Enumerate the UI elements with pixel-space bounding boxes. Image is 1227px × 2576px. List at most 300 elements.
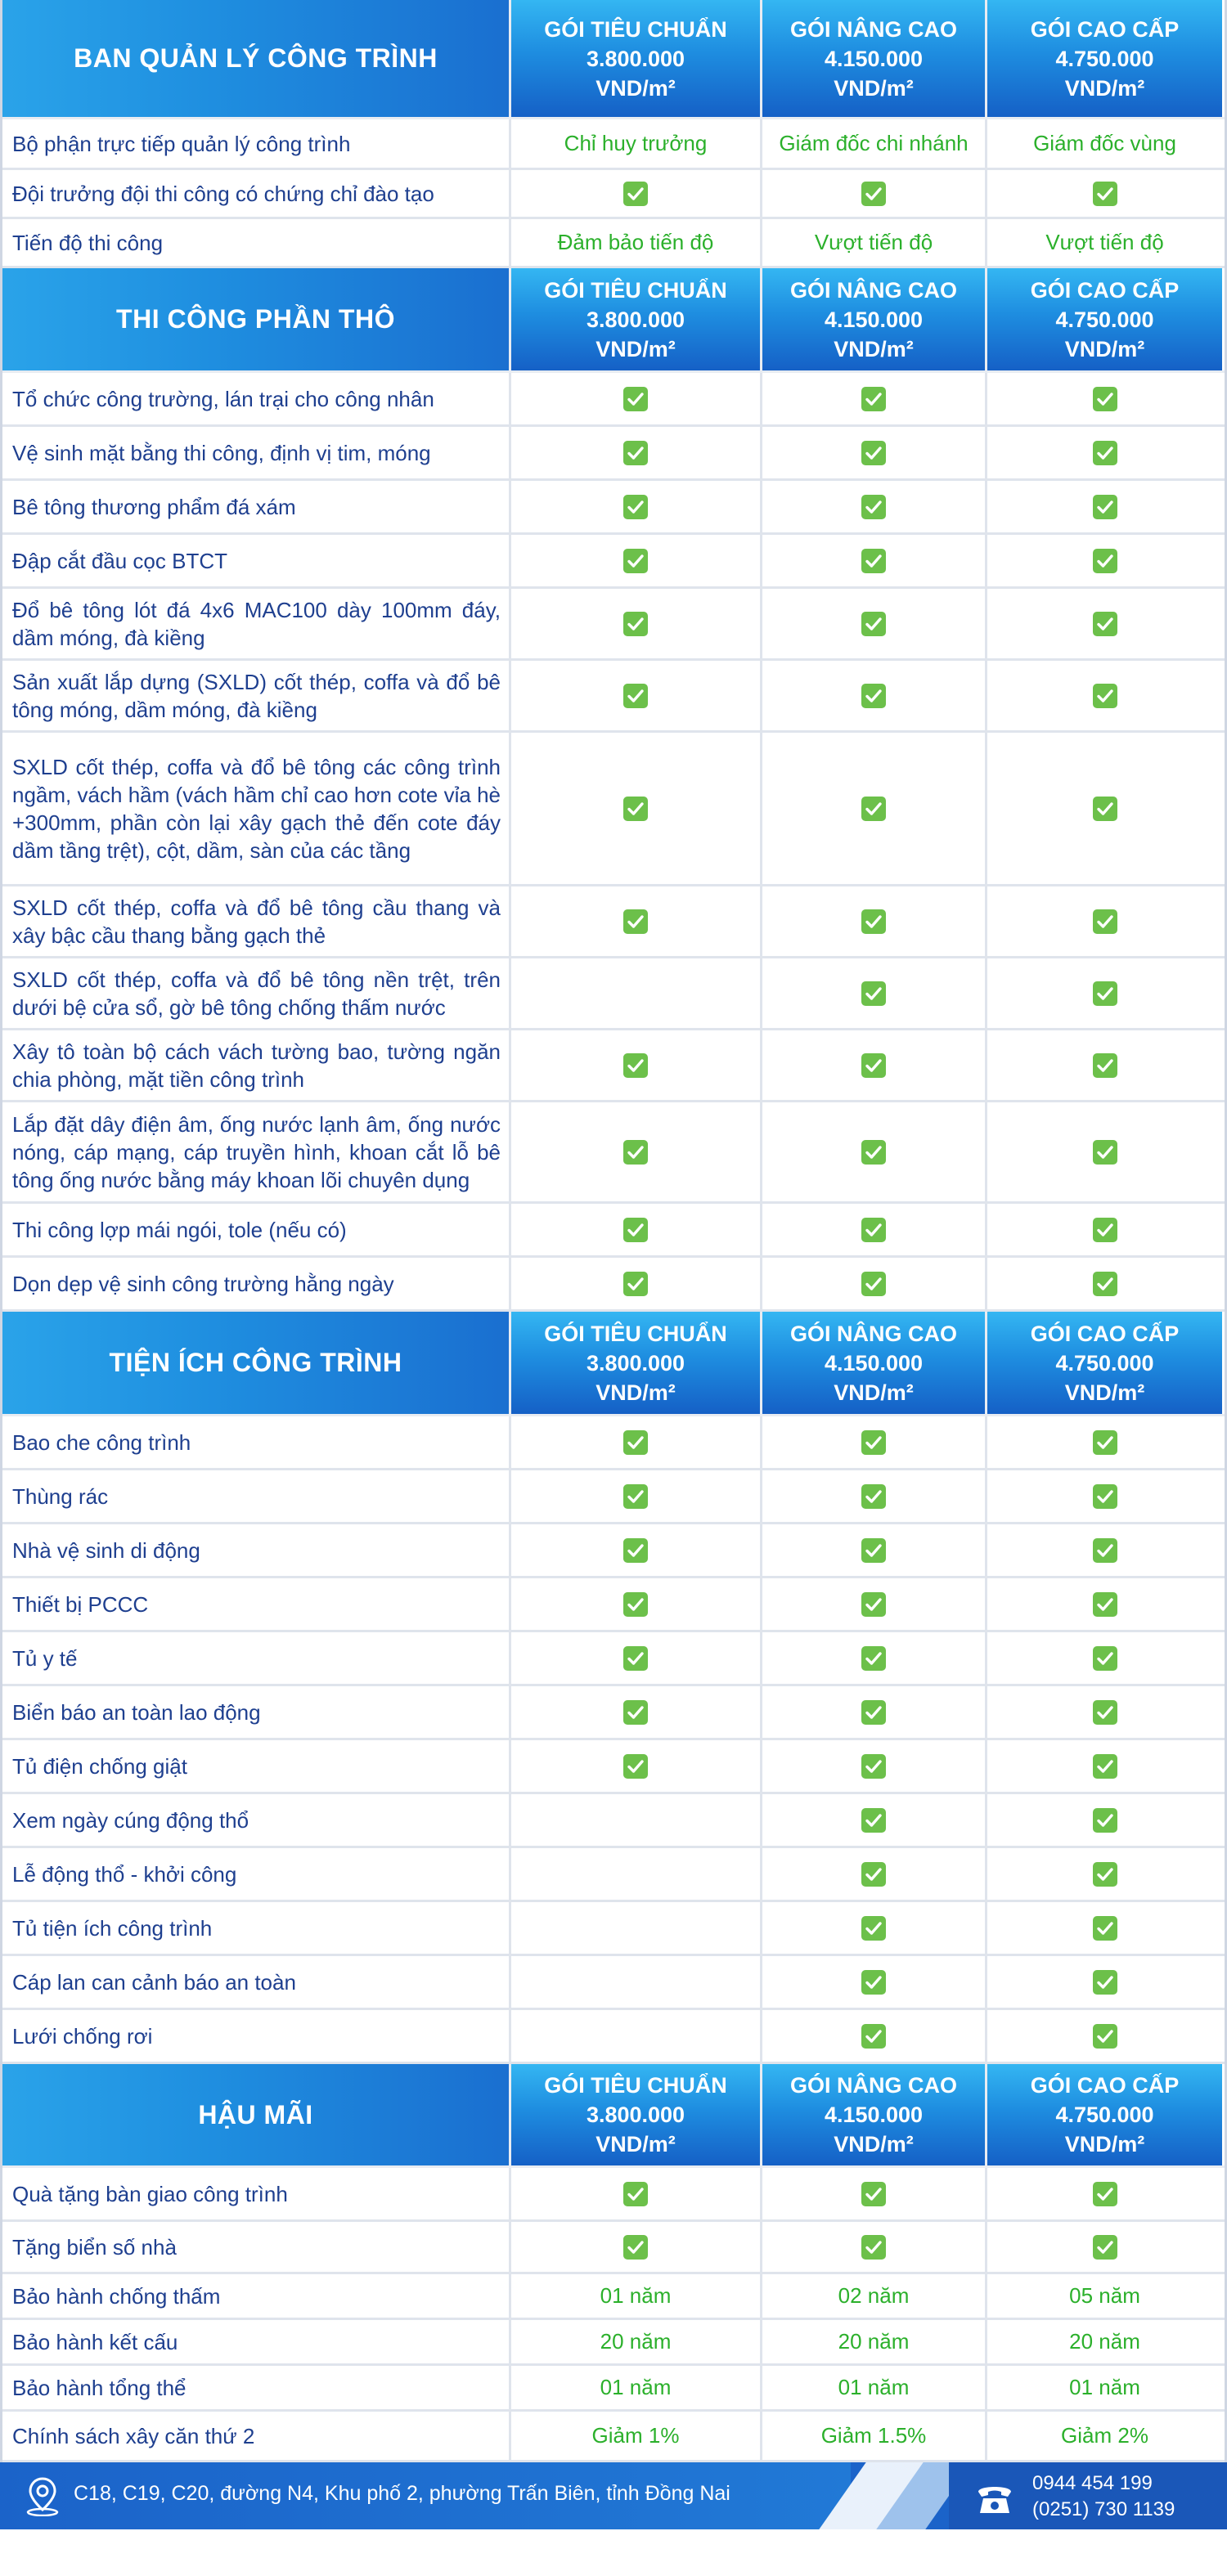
row-label-text: Thùng rác [12, 1483, 109, 1509]
package-header-3 [987, 1312, 1222, 1414]
row-label [2, 1956, 511, 2008]
value-cell [511, 535, 762, 586]
section-title: TIỆN ÍCH CÔNG TRÌNH [2, 1312, 511, 1414]
package-price: 3.800.000 [586, 46, 685, 71]
package-price: 3.800.000 [586, 1350, 685, 1376]
value-cell [511, 373, 762, 424]
phone-number-1[interactable]: 0944 454 199 [1032, 2472, 1153, 2494]
value-cell [762, 2320, 987, 2363]
package-price: 3.800.000 [586, 307, 685, 332]
package-unit: VND/m² [1064, 336, 1145, 361]
value-cell [762, 886, 987, 956]
package-price: 4.150.000 [824, 1350, 924, 1376]
value-text: Giảm 2% [1061, 2423, 1148, 2448]
row-label-text: Bao che công trình [12, 1429, 191, 1455]
checkmark-icon [1093, 2235, 1117, 2260]
value-text: 20 năm [838, 2329, 910, 2354]
value-cell [987, 2222, 1222, 2272]
value-cell [987, 1204, 1222, 1255]
value-cell [511, 170, 762, 217]
package-header-2 [762, 1312, 987, 1414]
value-cell [762, 1848, 987, 1900]
table-row [2, 1204, 1225, 1258]
package-name: GÓI CAO CẤP [1030, 2073, 1180, 2098]
checkmark-icon [1093, 909, 1117, 934]
value-text: Đảm bảo tiến độ [557, 230, 714, 254]
row-label-text: Đập cắt đầu cọc BTCT [12, 548, 227, 573]
checkmark-icon [861, 909, 886, 934]
value-cell [987, 1632, 1222, 1684]
package-name: GÓI TIÊU CHUẨN [544, 2073, 727, 2098]
checkmark-icon [861, 1592, 886, 1617]
checkmark-icon [861, 1970, 886, 1995]
value-text: Giám đốc vùng [1033, 131, 1176, 155]
row-label-text: Tiến độ thi công [12, 230, 164, 255]
checkmark-icon [1093, 1862, 1117, 1887]
row-label [2, 1258, 511, 1309]
value-text: Giám đốc chi nhánh [779, 131, 969, 155]
checkmark-icon [623, 1484, 648, 1509]
package-price: 4.150.000 [824, 46, 924, 71]
table-row [2, 427, 1225, 481]
row-label-text: Bảo hành chống thấm [12, 2283, 221, 2309]
row-label-text: Bê tông thương phẩm đá xám [12, 494, 296, 519]
row-label-text: Tủ điện chống giật [12, 1753, 187, 1779]
row-label [2, 1416, 511, 1468]
value-cell [511, 589, 762, 658]
value-cell [762, 1416, 987, 1468]
row-label [2, 535, 511, 586]
value-cell [987, 2320, 1222, 2363]
value-cell [987, 1416, 1222, 1468]
table-row [2, 1102, 1225, 1204]
package-name: GÓI TIÊU CHUẨN [544, 1321, 727, 1346]
table-row [2, 886, 1225, 958]
value-cell [762, 1102, 987, 1201]
contact-footer [0, 2462, 1227, 2529]
value-cell [762, 1632, 987, 1684]
checkmark-icon [623, 1592, 648, 1617]
checkmark-icon [623, 1272, 648, 1296]
value-cell [762, 2366, 987, 2409]
value-cell [762, 481, 987, 532]
table-row [2, 119, 1225, 170]
package-price: 3.800.000 [586, 2103, 685, 2127]
checkmark-icon [623, 1053, 648, 1078]
value-text: Giảm 1.5% [820, 2423, 927, 2448]
table-row [2, 1416, 1225, 1470]
value-cell [511, 2412, 762, 2460]
section-header [2, 2064, 1225, 2168]
section-2 [0, 268, 1227, 1312]
package-name: GÓI TIÊU CHUẨN [544, 277, 727, 303]
package-unit: VND/m² [1064, 75, 1145, 101]
row-label [2, 2222, 511, 2272]
checkmark-icon [1093, 1430, 1117, 1455]
value-cell [987, 958, 1222, 1028]
value-cell [511, 2366, 762, 2409]
row-label-text: Tủ tiện ích công trình [12, 1915, 213, 1941]
row-label [2, 219, 511, 266]
package-name: GÓI CAO CẤP [1030, 1321, 1180, 1346]
section-header [2, 268, 1225, 373]
value-cell [511, 2222, 762, 2272]
package-header-3 [987, 0, 1222, 117]
checkmark-icon [1093, 1646, 1117, 1671]
value-cell [762, 1794, 987, 1846]
table-row [2, 1902, 1225, 1956]
table-row [2, 589, 1225, 661]
checkmark-icon [623, 1140, 648, 1165]
checkmark-icon [1093, 981, 1117, 1006]
value-cell [762, 958, 987, 1028]
row-label-text: Chính sách xây căn thứ 2 [12, 2423, 255, 2448]
table-row [2, 1470, 1225, 1524]
checkmark-icon [1093, 2024, 1117, 2049]
package-price: 4.150.000 [824, 307, 924, 332]
value-cell [987, 1956, 1222, 2008]
row-label-text: Bảo hành tổng thể [12, 2375, 187, 2400]
row-label [2, 1204, 511, 1255]
checkmark-icon [861, 182, 886, 206]
checkmark-icon [861, 2024, 886, 2049]
checkmark-icon [1093, 1484, 1117, 1509]
section-header [2, 1312, 1225, 1416]
package-unit: VND/m² [834, 2132, 914, 2156]
package-header-1 [511, 1312, 762, 1414]
checkmark-icon [1093, 1053, 1117, 1078]
package-header-1 [511, 0, 762, 117]
row-label [2, 589, 511, 658]
section-1 [0, 0, 1227, 268]
value-cell [987, 1524, 1222, 1576]
row-label-text: Dọn dẹp vệ sinh công trường hằng ngày [12, 1271, 394, 1296]
row-label-text: Quà tặng bàn giao công trình [12, 2181, 288, 2206]
package-header-1 [511, 268, 762, 370]
value-cell [987, 661, 1222, 730]
value-cell [511, 119, 762, 168]
value-cell [511, 1416, 762, 1468]
checkmark-icon [1093, 441, 1117, 465]
checkmark-icon [623, 1754, 648, 1779]
value-cell [987, 2412, 1222, 2460]
checkmark-icon [1093, 1970, 1117, 1995]
package-name: GÓI NÂNG CAO [789, 16, 957, 42]
table-row [2, 1578, 1225, 1632]
row-label [2, 2412, 511, 2460]
checkmark-icon [1093, 1218, 1117, 1242]
value-text: 01 năm [600, 2375, 672, 2399]
package-header-2 [762, 0, 987, 117]
row-label-text: Đội trưởng đội thi công có chứng chỉ đào tạo [12, 181, 434, 206]
package-name: GÓI CAO CẤP [1030, 277, 1180, 303]
checkmark-icon [861, 1140, 886, 1165]
checkmark-icon [861, 1862, 886, 1887]
package-name: GÓI NÂNG CAO [789, 1321, 957, 1346]
value-cell [511, 1902, 762, 1954]
checkmark-icon [861, 1484, 886, 1509]
value-cell [511, 886, 762, 956]
checkmark-icon [623, 797, 648, 821]
checkmark-icon [861, 1646, 886, 1671]
value-cell [511, 1956, 762, 2008]
checkmark-icon [1093, 1808, 1117, 1833]
checkmark-icon [623, 1700, 648, 1725]
row-label-text: Cáp lan can cảnh báo an toàn [12, 1969, 296, 1995]
value-text: Giảm 1% [591, 2423, 680, 2448]
checkmark-icon [1093, 2182, 1117, 2206]
row-label [2, 886, 511, 956]
checkmark-icon [1093, 387, 1117, 411]
value-cell [762, 1258, 987, 1309]
value-cell [511, 1204, 762, 1255]
row-label [2, 2320, 511, 2363]
table-row [2, 170, 1225, 219]
package-price: 4.750.000 [1055, 1350, 1154, 1376]
package-unit: VND/m² [1064, 1380, 1145, 1405]
value-cell [987, 1848, 1222, 1900]
row-label-text: Nhà vệ sinh di động [12, 1537, 200, 1563]
row-label [2, 1740, 511, 1792]
value-cell [987, 1902, 1222, 1954]
section-title: BAN QUẢN LÝ CÔNG TRÌNH [2, 0, 511, 117]
checkmark-icon [1093, 182, 1117, 206]
phone-number-2[interactable]: (0251) 730 1139 [1032, 2498, 1175, 2520]
value-cell [762, 733, 987, 884]
checkmark-icon [861, 1754, 886, 1779]
row-label [2, 1524, 511, 1576]
section-title: HẬU MÃI [2, 2064, 511, 2165]
value-text: 05 năm [1069, 2283, 1140, 2308]
package-header-3 [987, 268, 1222, 370]
value-cell [762, 2168, 987, 2219]
checkmark-icon [861, 2182, 886, 2206]
value-cell [987, 1102, 1222, 1201]
checkmark-icon [861, 1218, 886, 1242]
row-label [2, 1578, 511, 1630]
value-text: Vượt tiến độ [814, 230, 933, 254]
package-name: GÓI NÂNG CAO [789, 277, 957, 303]
checkmark-icon [623, 2235, 648, 2260]
value-cell [987, 1470, 1222, 1522]
value-cell [511, 2168, 762, 2219]
row-label [2, 2366, 511, 2409]
checkmark-icon [1093, 1592, 1117, 1617]
checkmark-icon [861, 1808, 886, 1833]
row-label [2, 1902, 511, 1954]
value-cell [762, 119, 987, 168]
row-label-text: Tủ y tế [12, 1645, 78, 1671]
value-cell [762, 427, 987, 478]
checkmark-icon [861, 1272, 886, 1296]
row-label [2, 2010, 511, 2062]
value-text: 01 năm [600, 2283, 672, 2308]
value-cell [511, 1102, 762, 1201]
package-unit: VND/m² [834, 75, 914, 101]
package-header-2 [762, 268, 987, 370]
checkmark-icon [861, 1700, 886, 1725]
value-cell [987, 481, 1222, 532]
value-cell [987, 1740, 1222, 1792]
checkmark-icon [1093, 684, 1117, 708]
value-cell [987, 535, 1222, 586]
value-cell [511, 2320, 762, 2363]
row-label [2, 2168, 511, 2219]
package-header-1 [511, 2064, 762, 2165]
section-title: THI CÔNG PHẦN THÔ [2, 268, 511, 370]
telephone-icon [972, 2474, 1018, 2520]
value-cell [511, 1258, 762, 1309]
checkmark-icon [623, 1430, 648, 1455]
value-text: 20 năm [600, 2329, 672, 2354]
checkmark-icon [861, 981, 886, 1006]
value-text: 02 năm [838, 2283, 910, 2308]
row-label [2, 1848, 511, 1900]
footer-address: C18, C19, C20, đường N4, Khu phố 2, phường Trấn Biên, tỉnh Đồng Nai [74, 2482, 730, 2505]
package-header-2 [762, 2064, 987, 2165]
table-row [2, 2168, 1225, 2222]
row-label [2, 427, 511, 478]
package-unit: VND/m² [596, 2132, 676, 2156]
value-cell [987, 1578, 1222, 1630]
value-cell [762, 2274, 987, 2318]
table-row [2, 661, 1225, 733]
value-cell [511, 1030, 762, 1100]
value-cell [987, 373, 1222, 424]
table-row [2, 2010, 1225, 2064]
checkmark-icon [623, 387, 648, 411]
row-label-text: Vệ sinh mặt bằng thi công, định vị tim, móng [12, 440, 431, 465]
value-cell [762, 661, 987, 730]
checkmark-icon [861, 797, 886, 821]
checkmark-icon [861, 684, 886, 708]
row-label [2, 1632, 511, 1684]
value-cell [762, 219, 987, 266]
value-cell [511, 219, 762, 266]
table-row [2, 1794, 1225, 1848]
table-row [2, 1686, 1225, 1740]
value-text: 01 năm [1069, 2375, 1140, 2399]
value-text: 01 năm [838, 2375, 910, 2399]
value-cell [762, 1686, 987, 1738]
row-label [2, 1030, 511, 1100]
row-label-text: SXLD cốt thép, coffa và đổ bê tông các công trình ngầm, vách hầm (vách hầm chỉ cao hơn cote vỉa hè +300mm, phần còn lại xây gạch thẻ đến cote đáy dầm tầng trệt), cột, dầm, sàn của các tầng [12, 754, 501, 863]
checkmark-icon [861, 2235, 886, 2260]
value-cell [511, 2274, 762, 2318]
package-name: GÓI CAO CẤP [1030, 16, 1180, 42]
package-header-3 [987, 2064, 1222, 2165]
package-unit: VND/m² [1064, 2132, 1145, 2156]
table-row [2, 481, 1225, 535]
row-label-text: Xem ngày cúng động thổ [12, 1807, 249, 1833]
value-cell [987, 1258, 1222, 1309]
table-row [2, 535, 1225, 589]
checkmark-icon [623, 1538, 648, 1563]
row-label-text: Lắp đặt dây điện âm, ống nước lạnh âm, ống nước nóng, cáp mạng, cáp truyền hình, khoan cắt lỗ bê tông ống nước bằng máy khoan lõi chuyên dụng [12, 1111, 501, 1192]
table-row [2, 2320, 1225, 2366]
value-cell [987, 886, 1222, 956]
row-label-text: Lưới chống rơi [12, 2023, 153, 2049]
package-unit: VND/m² [596, 1380, 676, 1405]
checkmark-icon [623, 441, 648, 465]
value-cell [511, 733, 762, 884]
value-cell [987, 2010, 1222, 2062]
value-cell [511, 1632, 762, 1684]
table-row [2, 1030, 1225, 1102]
package-unit: VND/m² [596, 75, 676, 101]
row-label [2, 1102, 511, 1201]
section-header [2, 0, 1225, 119]
value-cell [987, 733, 1222, 884]
checkmark-icon [1093, 1700, 1117, 1725]
value-cell [762, 170, 987, 217]
checkmark-icon [861, 549, 886, 573]
row-label [2, 733, 511, 884]
row-label-text: SXLD cốt thép, coffa và đổ bê tông cầu thang và xây bậc cầu thang bằng gạch thẻ [12, 895, 501, 948]
value-cell [987, 1686, 1222, 1738]
value-cell [762, 1578, 987, 1630]
value-cell [762, 2412, 987, 2460]
row-label-text: Xây tô toàn bộ cách vách tường bao, tường ngăn chia phòng, mặt tiền công trình [12, 1039, 501, 1092]
checkmark-icon [623, 182, 648, 206]
package-price: 4.150.000 [824, 2103, 924, 2127]
section-3 [0, 1312, 1227, 2064]
value-cell [762, 2010, 987, 2062]
checkmark-icon [861, 1916, 886, 1941]
value-cell [511, 1740, 762, 1792]
value-cell [511, 1794, 762, 1846]
package-name: GÓI TIÊU CHUẨN [544, 16, 727, 42]
value-cell [987, 1794, 1222, 1846]
value-cell [762, 589, 987, 658]
value-cell [511, 481, 762, 532]
checkmark-icon [1093, 495, 1117, 519]
row-label [2, 170, 511, 217]
table-row [2, 2366, 1225, 2412]
value-cell [511, 1524, 762, 1576]
checkmark-icon [861, 495, 886, 519]
checkmark-icon [1093, 1140, 1117, 1165]
package-price: 4.750.000 [1055, 307, 1154, 332]
checkmark-icon [1093, 1272, 1117, 1296]
value-cell [511, 427, 762, 478]
checkmark-icon [623, 2182, 648, 2206]
row-label-text: Tặng biển số nhà [12, 2234, 177, 2260]
value-cell [762, 535, 987, 586]
value-cell [762, 1902, 987, 1954]
value-cell [762, 1524, 987, 1576]
value-cell [987, 119, 1222, 168]
value-cell [987, 170, 1222, 217]
table-row [2, 2222, 1225, 2274]
table-row [2, 1524, 1225, 1578]
checkmark-icon [861, 1538, 886, 1563]
row-label-text: Thiết bị PCCC [12, 1591, 149, 1617]
checkmark-icon [623, 612, 648, 636]
row-label [2, 2274, 511, 2318]
checkmark-icon [623, 549, 648, 573]
value-text: 20 năm [1069, 2329, 1140, 2354]
row-label-text: Đổ bê tông lót đá 4x6 MAC100 dày 100mm đáy, dầm móng, đà kiềng [12, 597, 501, 650]
row-label [2, 1686, 511, 1738]
row-label [2, 958, 511, 1028]
package-unit: VND/m² [834, 336, 914, 361]
value-cell [511, 1470, 762, 1522]
package-unit: VND/m² [596, 336, 676, 361]
value-cell [987, 219, 1222, 266]
section-4 [0, 2064, 1227, 2462]
row-label [2, 1470, 511, 1522]
